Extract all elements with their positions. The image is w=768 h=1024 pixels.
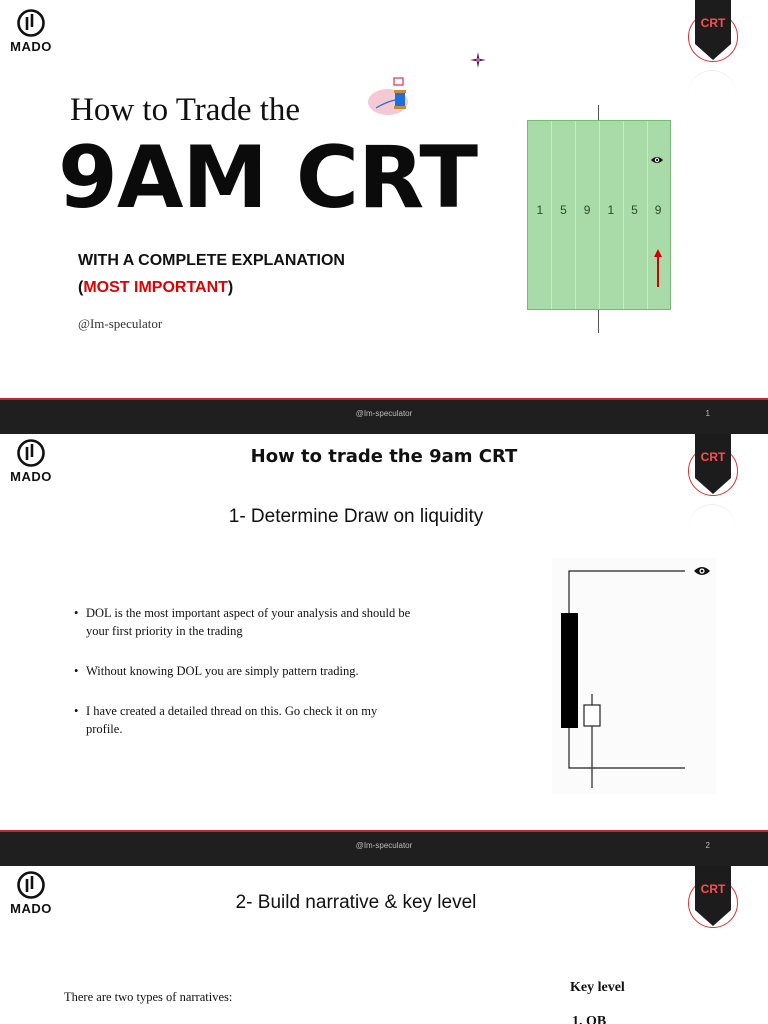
footer-handle: @Im-speculator: [355, 409, 413, 418]
candle-digit: 5: [631, 203, 638, 217]
up-arrow-icon: [653, 249, 663, 289]
narratives-text: There are two types of narratives:: [64, 990, 233, 1004]
bullet-icon: •: [74, 606, 79, 620]
bullet-icon: •: [74, 664, 79, 678]
sparkle-icon: [470, 52, 486, 68]
crt-badge-label: CRT: [700, 450, 726, 464]
crt-badge: [688, 0, 740, 100]
title-line-1: How to Trade the: [70, 92, 301, 128]
bullet-list: [72, 604, 412, 760]
subtitle: WITH A COMPLETE EXPLANATION: [78, 252, 345, 269]
title-big: 9AM CRT: [58, 128, 478, 228]
candle-digit: 9: [654, 203, 662, 217]
footer-handle: @Im-speculator: [355, 841, 413, 850]
bullet-icon: •: [74, 704, 79, 718]
eye-icon: [650, 155, 664, 165]
mado-logo-icon: [16, 8, 46, 38]
candle-digits: [528, 203, 670, 217]
slide-2: [0, 434, 768, 830]
crt-flag-icon: [695, 0, 731, 60]
candle-wick-bottom: [598, 308, 599, 333]
candle-digit: 9: [583, 203, 591, 217]
slide-subtitle: 1- Determine Draw on liquidity: [228, 506, 484, 527]
logo-text: MADO: [10, 39, 52, 54]
list-item: • Without knowing DOL you are simply pattern trading.: [74, 664, 359, 678]
list-item: • DOL is the most important aspect of your analysis and should be your first priority in the trading: [74, 606, 411, 638]
key-level-item: 1. OB: [572, 1014, 607, 1024]
most-important-highlight: MOST IMPORTANT: [83, 279, 228, 296]
crt-badge-label: CRT: [700, 882, 726, 896]
subtitle-line-2: (MOST IMPORTANT): [78, 279, 234, 296]
page-number: 2: [705, 841, 710, 850]
logo-text: MADO: [10, 469, 52, 484]
slide-title: How to trade the 9am CRT: [250, 446, 518, 467]
slide-footer-1: [0, 398, 768, 434]
author-handle: @Im-speculator: [78, 316, 163, 331]
thread-spool-icon: [366, 76, 412, 118]
slide-1: [0, 0, 768, 400]
key-level-heading: Key level: [570, 980, 625, 995]
slide-title: 2- Build narrative & key level: [235, 892, 477, 913]
candle-time-chart: [527, 120, 671, 310]
candle-wick-top: [598, 105, 599, 121]
liquidity-diagram: [552, 558, 716, 794]
mado-logo: [8, 8, 54, 54]
list-item: • I have created a detailed thread on this. Go check it on my profile.: [74, 704, 378, 736]
slide-3: [0, 866, 768, 1024]
candle-digit: 1: [536, 203, 544, 217]
logo-text: MADO: [10, 901, 52, 916]
crt-badge: [688, 866, 740, 966]
page-number: 1: [705, 409, 710, 418]
crt-badge-label: CRT: [700, 16, 726, 30]
candle-digit: 1: [607, 203, 615, 217]
slide-footer-2: [0, 830, 768, 866]
candle-digit: 5: [560, 203, 567, 217]
